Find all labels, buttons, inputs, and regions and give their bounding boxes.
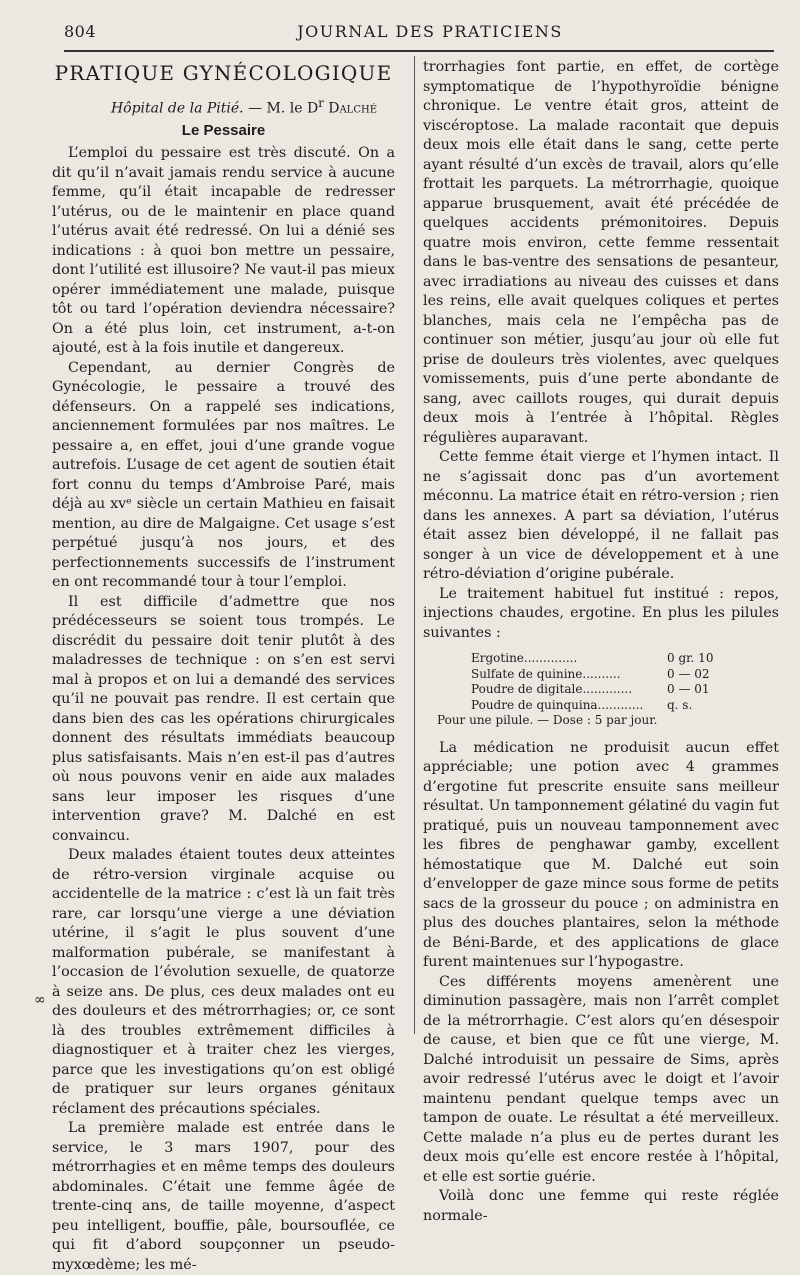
left-column: [52, 58, 395, 1275]
hospital-dash: — M. le D: [243, 100, 319, 117]
paragraph: La première malade est entrée dans le service, le 3 mars 1907, pour des métrorrhagies et en même temps des douleurs abdominales. C’était une femme âgée de trente-cinq ans, de taille moyenne, d’aspect peu intelligent, bouffie, pâle, boursouflée, ce qui fit d’abord soupçonner un pseudo-myxœdème; les mé-: [52, 1120, 395, 1273]
doctor-name: Dalché: [323, 100, 377, 117]
prescription-row: [423, 651, 779, 667]
page-number: 804: [64, 22, 97, 41]
prescription-table: [423, 651, 779, 729]
paragraph: La médication ne produisit aucun effet appréciable; une potion avec 4 grammes d’ergotine fut prescrite ensuite sans meilleur résultat. Un tamponnement gélatiné du vagin fut pratiqué, puis un nouveau tamponnement avec les fibres de penghawar gamby, excellent hémostatique que M. Dalché eut soin d’envelopper de gaze mince sous forme de petits sacs de la grosseur du pouce ; on administra en plus des douches plantaires, selon la méthode de Béni-Barde, et des applications de glace furent maintenues sur l’hypogastre.: [423, 739, 779, 970]
ingredient-dose: q. s.: [667, 697, 693, 712]
ingredient-name: Sulfate de quinine..........: [471, 666, 621, 681]
hospital-line: [52, 94, 377, 119]
ingredient-name: Ergotine..............: [471, 651, 578, 665]
prescription-row: [423, 667, 779, 683]
paragraph: L’emploi du pessaire est très discuté. On a dit qu’il n’avait jamais rendu service à aucune femme, qu’il était incapable de redresser l’utérus, ou de le maintenir en place quand l’utérus avait été redressé. On lui a dénié ses indications : à quoi bon mettre un pessaire, dont l’utilité est illusoire? Ne vaut-il pas mieux opérer immédiatement une malade, puisque tôt ou tard l’opération deviendra nécessaire? On a été plus loin, cet instrument, a-t-on ajouté, est à la fois inutile et dangereux.: [52, 145, 395, 357]
ingredient-dose: 0 — 01: [667, 682, 710, 696]
column-divider: [414, 56, 415, 1034]
header-rule: [64, 50, 774, 52]
paragraph: Le traitement habituel fut institué : repos, injections chaudes, ergotine. En plus les pilules suivantes :: [423, 585, 779, 641]
paragraph: Cependant, au dernier Congrès de Gynécologie, le pessaire a trouvé des défenseurs. On a rappelé ses indications, anciennement formulées par nos maîtres. Le pessaire a, en effet, joui d’une grande vogue autrefois. L’usage de cet agent de soutien était fort connu du temps d’Ambroise Paré, mais déjà au xvᵉ siècle un certain Mathieu en faisait mention, au dire de Malgaigne. Cet usage s’est perpétué jusqu’à nos jours, et des perfectionnements successifs de l’instrument en ont recommandé tour à tour l’emploi.: [52, 359, 395, 591]
margin-mark: ∞: [34, 992, 46, 1008]
ingredient-dose: 0 gr. 10: [667, 651, 714, 665]
hospital-name: Hôpital de la Pitié.: [110, 100, 244, 117]
prescription-note: Pour une pilule. — Dose : 5 par jour.: [437, 713, 658, 727]
section-title: PRATIQUE GYNÉCOLOGIQUE: [54, 61, 393, 85]
ingredient-name: Poudre de digitale.............: [471, 682, 633, 696]
article-title: Le Pessaire: [181, 121, 266, 139]
prescription-row: [423, 682, 779, 698]
paragraph: trorrhagies font partie, en effet, de cortège symptomatique de l’hypothyroïdie bénigne chronique. Le ventre était gros, atteint de viscéroptose. La malade racontait que depuis deux mois elle était dans le sang, cette perte ayant résulté d’un excès de travail, alors qu’elle frottait les parquets. La métrorrhagie, quoique apparue brusquement, avait été précédée de quelques accidents prémonitoires. Depuis quatre mois environ, cette femme ressentait dans le bas-ventre des sensations de pesanteur, avec irradiations au niveau des cuisses et dans les reins, elle avait quelques coliques et pertes blanches, mais cela ne l’empêcha pas de continuer son métier, jusqu’au jour où elle fut prise de douleurs très violentes, avec quelques vomissements, puis d’une perte abondante de sang, avec caillots rouges, qui durait depuis deux mois à l’entrée à l’hôpital. Règles régulières auparavant.: [423, 59, 779, 446]
paragraph: Deux malades étaient toutes deux atteintes de rétro-version virginale acquise ou accidentelle de la matrice : c’est là un fait très rare, car lorsqu’une vierge a une déviation utérine, il s’agit le plus souvent d’une malformation pubérale, se manifestant à l’occasion de l’évolution sexuelle, de quatorze à seize ans. De plus, ces deux malades ont eu des douleurs et des métrorrhagies; or, ce sont là des troubles extrêmement difficiles à diagnostiquer et à traiter chez les vierges, parce que les investigations qu’on est obligé de pratiquer sur leurs organes génitaux réclament des précautions spéciales.: [52, 847, 395, 1117]
journal-title: JOURNAL DES PRATICIENS: [297, 22, 563, 41]
paragraph: Voilà donc une femme qui reste réglée normale-: [423, 1188, 779, 1224]
paragraph: Ces différents moyens amenèrent une diminution passagère, mais non l’arrêt complet de la métrorrhagie. C’est alors qu’en désespoir de cause, et bien que ce fût une vierge, M. Dalché introduisit un pessaire de Sims, après avoir redressé l’utérus avec le doigt et l’avoir maintenu pendant quelque temps avec un tampon de ouate. Le résultat a été merveilleux. Cette malade n’a plus eu de pertes durant les deux mois qu’elle est encore restée à l’hôpital, et elle est sortie guérie.: [423, 973, 779, 1185]
paragraph: Cette femme était vierge et l’hymen intact. Il ne s’agissait donc pas d’un avortement méconnu. La matrice était en rétro-version ; rien dans les annexes. A part sa déviation, l’utérus était assez bien développé, il ne fallait pas songer à un vice de développement et à une rétro-déviation d’origine pubérale.: [423, 449, 779, 582]
paragraph: Il est difficile d’admettre que nos prédécesseurs se soient tous trompés. Le discrédit du pessaire doit tenir plutôt à des maladresses de technique : on s’en est servi mal à propos et on lui a demandé des services qu’il ne pouvait pas rendre. Il est certain que dans bien des cas les opérations chirurgicales donnent des résultats immédiats beaucoup plus satisfaisants. Mais n’en est-il pas d’autres où nous pouvons venir en aide aux malades sans leur imposer les risques d’une intervention grave? M. Dalché en est convaincu.: [52, 593, 395, 844]
ingredient-dose: 0 — 02: [667, 666, 710, 681]
prescription-row: [423, 698, 779, 714]
doctor-title-sup: r: [318, 95, 324, 110]
ingredient-name: Poudre de quinquina............: [471, 697, 644, 712]
right-column: [423, 58, 779, 1226]
